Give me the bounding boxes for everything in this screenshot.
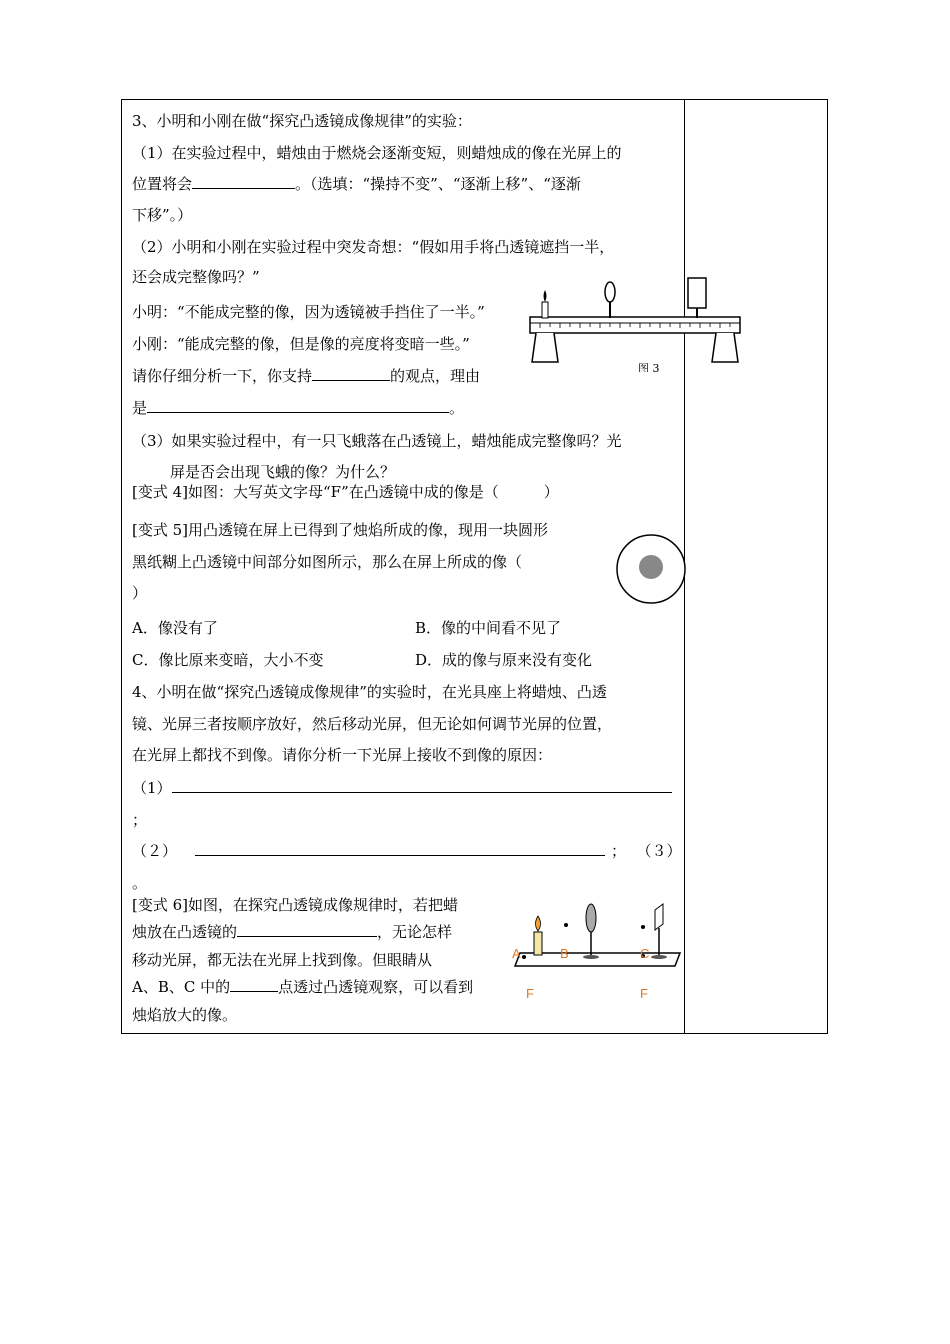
option-c[interactable]: C．像比原来变暗，大小不变	[132, 651, 324, 669]
label-b: B	[560, 946, 569, 961]
xiaogang-statement: 小刚：“能成完整的像，但是像的亮度将变暗一些。”	[132, 335, 470, 353]
q3-part1-line3: 下移”。）	[132, 206, 193, 224]
answer-blank-reason[interactable]	[147, 398, 449, 413]
q3-title: 3、小明和小刚在做“探究凸透镜成像规律”的实验：	[132, 112, 472, 130]
worksheet-table	[121, 99, 828, 1034]
covered-lens-figure	[614, 532, 688, 606]
variant5-line1: [变式 5]用凸透镜在屏上已得到了烛焰所成的像，现用一块圆形	[132, 521, 549, 539]
q3-part2-line2: 还会成完整像吗？”	[132, 268, 260, 286]
q4-line1: 4、小明在做“探究凸透镜成像规律”的实验时，在光具座上将蜡烛、凸透	[132, 683, 607, 701]
option-b[interactable]: B．像的中间看不见了	[415, 619, 562, 637]
reason-line: 是 。	[132, 399, 465, 417]
figure-caption: 图 3	[638, 362, 660, 372]
optical-bench-figure	[518, 272, 758, 372]
q4-item1: （1）	[132, 778, 672, 798]
q3-part2-line1: （2）小明和小刚在实验过程中突发奇想：“假如用手将凸透镜遮挡一半，	[132, 238, 615, 256]
support-line: 请你仔细分析一下，你支持 的观点，理由	[132, 367, 481, 385]
variant6-line5: 烛焰放大的像。	[132, 1006, 238, 1024]
q3-part3-line1: （3）如果实验过程中，有一只飞蛾落在凸透镜上，蜡烛能成完整像吗？光	[132, 432, 622, 450]
label-f-right: F	[640, 986, 648, 1001]
q4-line2: 镜、光屏三者按顺序放好，然后移动光屏，但无论如何调节光屏的位置，	[132, 715, 613, 733]
q4-line3: 在光屏上都找不到像。请你分析一下光屏上接收不到像的原因：	[132, 746, 553, 764]
answer-blank-reason2[interactable]	[195, 841, 605, 856]
q3-part3-line2: 屏是否会出现飞蛾的像？为什么？	[170, 463, 396, 481]
option-a[interactable]: A．像没有了	[132, 619, 218, 637]
q4-item3-end: 。	[132, 874, 148, 892]
xiaoming-statement: 小明：“不能成完整的像，因为透镜被手挡住了一半。”	[132, 303, 485, 321]
option-d[interactable]: D．成的像与原来没有变化	[415, 651, 593, 669]
answer-blank-reason1[interactable]	[172, 778, 672, 793]
answer-blank-point[interactable]	[230, 977, 278, 992]
answer-blank-support[interactable]	[312, 366, 390, 381]
variant5-line2: 黑纸糊上凸透镜中间部分如图所示，那么在屏上所成的像（	[132, 553, 523, 571]
label-f-left: F	[526, 986, 534, 1001]
label-a: A	[512, 946, 521, 961]
label-c: C	[640, 946, 650, 961]
q4-item2: （２） ； （３）	[132, 842, 682, 860]
answer-blank-position[interactable]	[192, 174, 295, 189]
variant6-line2: 烛放在凸透镜的 ，无论怎样	[132, 923, 453, 941]
q3-part1-line2: 位置将会 。（选填：“操持不变”、“逐渐上移”、“逐渐	[132, 175, 581, 193]
q4-item1-end: ；	[132, 811, 148, 829]
variant6-line1: [变式 6]如图，在探究凸透镜成像规律时，若把蜡	[132, 896, 459, 914]
variant6-line4: A、B、C 中的 点透过凸透镜观察，可以看到	[132, 978, 474, 996]
variant6-line3: 移动光屏，都无法在光屏上找到像。但眼睛从	[132, 951, 433, 969]
q3-part1-line1: （1）在实验过程中，蜡烛由于燃烧会逐渐变短，则蜡烛成的像在光屏上的	[132, 144, 622, 162]
variant4-question: [变式 4]如图：大写英文字母“F”在凸透镜中成的像是（ ）	[132, 483, 559, 501]
variant5-line3: ）	[132, 584, 148, 602]
answer-blank-position2[interactable]	[237, 922, 377, 937]
candle-lens-screen-figure	[510, 900, 690, 970]
